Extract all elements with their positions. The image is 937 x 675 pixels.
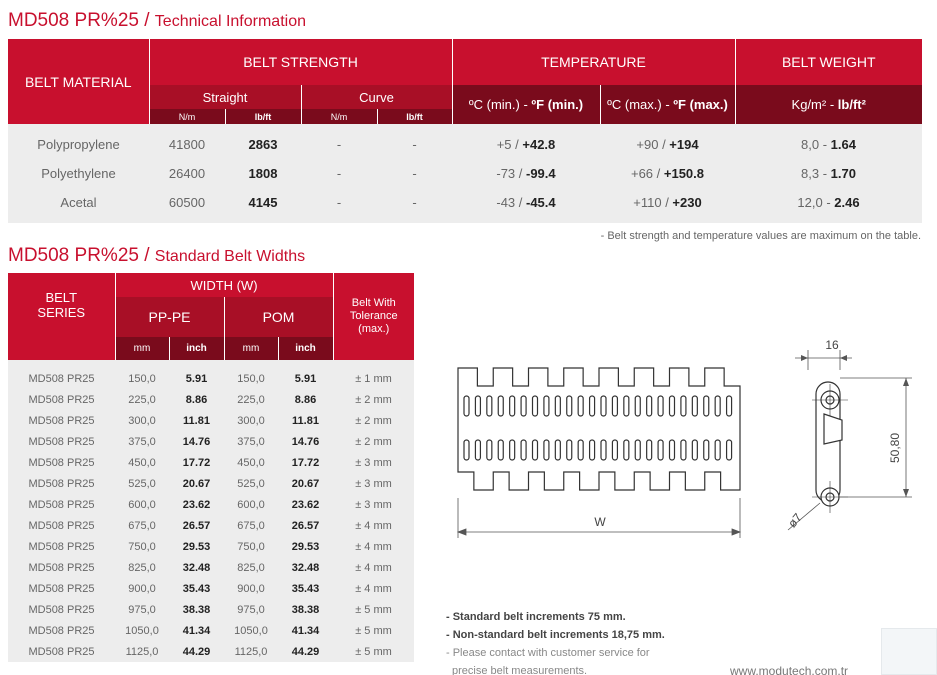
belt-slot bbox=[567, 440, 572, 460]
dim-phi7-label: ø7 bbox=[785, 510, 805, 531]
series-cell: MD508 PR25 bbox=[8, 578, 115, 599]
table-row bbox=[8, 188, 922, 217]
belt-slot bbox=[590, 440, 595, 460]
pp-mm-cell: 825,0 bbox=[115, 557, 169, 578]
tolerance-cell: ± 2 mm bbox=[333, 410, 414, 431]
pom-mm-cell: 825,0 bbox=[224, 557, 278, 578]
table-row bbox=[8, 368, 414, 389]
pp-inch-cell: 20.67 bbox=[169, 473, 224, 494]
pom-mm-cell: 225,0 bbox=[224, 389, 278, 410]
pom-mm-cell: 375,0 bbox=[224, 431, 278, 452]
spacer bbox=[8, 217, 922, 223]
pp-mm-cell: 1125,0 bbox=[115, 641, 169, 662]
belt-slot bbox=[544, 396, 549, 416]
belt-slot bbox=[578, 440, 583, 460]
strength-note: - Belt strength and temperature values are maximum on the table. bbox=[600, 230, 921, 242]
tolerance-cell: ± 4 mm bbox=[333, 515, 414, 536]
unit-pp-mm: mm bbox=[115, 337, 169, 360]
straight-nm-cell: 60500 bbox=[149, 188, 225, 217]
belt-top-view bbox=[458, 368, 740, 490]
header-pp-pe: PP-PE bbox=[115, 297, 224, 337]
pp-mm-cell: 525,0 bbox=[115, 473, 169, 494]
belt-slot bbox=[464, 396, 469, 416]
pom-mm-cell: 450,0 bbox=[224, 452, 278, 473]
belt-slot bbox=[692, 440, 697, 460]
header-width: WIDTH (W) bbox=[115, 273, 333, 297]
note-contact-line1: - Please contact with customer service for bbox=[446, 647, 650, 659]
belt-slot bbox=[567, 396, 572, 416]
spacer bbox=[8, 360, 414, 368]
note-nonstandard-increments: - Non-standard belt increments 18,75 mm. bbox=[446, 629, 665, 641]
straight-nm-cell: 26400 bbox=[149, 159, 225, 188]
header-curve: Curve bbox=[301, 85, 452, 109]
material-cell: Polyethylene bbox=[8, 159, 149, 188]
table-row bbox=[8, 641, 414, 662]
series-cell: MD508 PR25 bbox=[8, 557, 115, 578]
table-row bbox=[8, 536, 414, 557]
belt-slot bbox=[647, 396, 652, 416]
pp-mm-cell: 150,0 bbox=[115, 368, 169, 389]
belt-slot bbox=[624, 396, 629, 416]
pom-inch-cell: 35.43 bbox=[278, 578, 333, 599]
header-temp-max: ºC (max.) - ºF (max.) bbox=[600, 85, 735, 124]
pom-mm-cell: 750,0 bbox=[224, 536, 278, 557]
widths-title-main: MD508 PR%25 / bbox=[8, 245, 150, 266]
belt-slot bbox=[727, 396, 732, 416]
tech-title-sub: Technical Information bbox=[154, 13, 306, 30]
weight-cell: 8,3 - 1.70 bbox=[735, 159, 922, 188]
pp-mm-cell: 675,0 bbox=[115, 515, 169, 536]
pp-inch-cell: 17.72 bbox=[169, 452, 224, 473]
header-temperature: TEMPERATURE bbox=[452, 39, 735, 85]
straight-lbft-cell: 1808 bbox=[225, 159, 301, 188]
unit-curve-nm: N/m bbox=[301, 109, 377, 124]
pom-inch-cell: 23.62 bbox=[278, 494, 333, 515]
unit-straight-nm: N/m bbox=[149, 109, 225, 124]
temp-min-cell: +5 / +42.8 bbox=[452, 130, 600, 159]
pp-inch-cell: 11.81 bbox=[169, 410, 224, 431]
curve-lbft-cell: - bbox=[377, 159, 452, 188]
belt-slot bbox=[498, 396, 503, 416]
table-row bbox=[8, 431, 414, 452]
header-weight-units: Kg/m² - lb/ft² bbox=[735, 85, 922, 124]
belt-widths-table bbox=[8, 273, 414, 662]
belt-slot bbox=[715, 440, 720, 460]
belt-slot bbox=[658, 440, 663, 460]
series-cell: MD508 PR25 bbox=[8, 410, 115, 431]
belt-slot bbox=[692, 396, 697, 416]
pom-inch-cell: 8.86 bbox=[278, 389, 333, 410]
pom-inch-cell: 38.38 bbox=[278, 599, 333, 620]
widths-section-title bbox=[8, 245, 305, 267]
pom-inch-cell: 44.29 bbox=[278, 641, 333, 662]
table-row bbox=[8, 620, 414, 641]
belt-slot bbox=[555, 396, 560, 416]
header-series-blank bbox=[8, 337, 115, 360]
belt-slot bbox=[533, 440, 538, 460]
pp-mm-cell: 225,0 bbox=[115, 389, 169, 410]
belt-slot bbox=[670, 440, 675, 460]
pp-inch-cell: 14.76 bbox=[169, 431, 224, 452]
dim-16-label: 16 bbox=[825, 340, 839, 352]
unit-straight-lbft: lb/ft bbox=[225, 109, 301, 124]
table-row bbox=[8, 389, 414, 410]
curve-nm-cell: - bbox=[301, 130, 377, 159]
series-cell: MD508 PR25 bbox=[8, 494, 115, 515]
table-row bbox=[8, 410, 414, 431]
website-url: www.modutech.com.tr bbox=[730, 664, 849, 675]
table-row bbox=[8, 494, 414, 515]
pom-inch-cell: 11.81 bbox=[278, 410, 333, 431]
curve-lbft-cell: - bbox=[377, 130, 452, 159]
tolerance-cell: ± 4 mm bbox=[333, 557, 414, 578]
belt-slot bbox=[601, 440, 606, 460]
tolerance-cell: ± 2 mm bbox=[333, 389, 414, 410]
tolerance-cell: ± 3 mm bbox=[333, 452, 414, 473]
pp-inch-cell: 23.62 bbox=[169, 494, 224, 515]
pom-inch-cell: 14.76 bbox=[278, 431, 333, 452]
series-cell: MD508 PR25 bbox=[8, 620, 115, 641]
technical-info-table bbox=[8, 39, 922, 223]
tolerance-cell: ± 4 mm bbox=[333, 578, 414, 599]
pom-inch-cell: 26.57 bbox=[278, 515, 333, 536]
series-cell: MD508 PR25 bbox=[8, 536, 115, 557]
pp-inch-cell: 26.57 bbox=[169, 515, 224, 536]
pp-mm-cell: 900,0 bbox=[115, 578, 169, 599]
pom-mm-cell: 1050,0 bbox=[224, 620, 278, 641]
belt-slot bbox=[544, 440, 549, 460]
belt-slot bbox=[727, 440, 732, 460]
belt-slot bbox=[612, 396, 617, 416]
pp-inch-cell: 38.38 bbox=[169, 599, 224, 620]
note-contact-line2: precise belt measurements. bbox=[452, 665, 588, 675]
belt-slot bbox=[475, 440, 480, 460]
belt-slot bbox=[670, 396, 675, 416]
series-cell: MD508 PR25 bbox=[8, 389, 115, 410]
dim-5080-label: 50,80 bbox=[888, 432, 902, 464]
pom-mm-cell: 675,0 bbox=[224, 515, 278, 536]
pp-inch-cell: 32.48 bbox=[169, 557, 224, 578]
pom-inch-cell: 32.48 bbox=[278, 557, 333, 578]
pom-mm-cell: 900,0 bbox=[224, 578, 278, 599]
pom-inch-cell: 29.53 bbox=[278, 536, 333, 557]
pp-mm-cell: 1050,0 bbox=[115, 620, 169, 641]
pp-inch-cell: 41.34 bbox=[169, 620, 224, 641]
pp-inch-cell: 35.43 bbox=[169, 578, 224, 599]
pp-mm-cell: 975,0 bbox=[115, 599, 169, 620]
header-temp-min: ºC (min.) - ºF (min.) bbox=[452, 85, 600, 124]
header-tolerance: Belt With Tolerance (max.) bbox=[333, 273, 414, 360]
curve-nm-cell: - bbox=[301, 159, 377, 188]
pp-inch-cell: 5.91 bbox=[169, 368, 224, 389]
header-pom: POM bbox=[224, 297, 333, 337]
temp-min-cell: -73 / -99.4 bbox=[452, 159, 600, 188]
pp-inch-cell: 44.29 bbox=[169, 641, 224, 662]
temp-max-cell: +66 / +150.8 bbox=[600, 159, 735, 188]
belt-slot bbox=[635, 396, 640, 416]
tolerance-cell: ± 2 mm bbox=[333, 431, 414, 452]
belt-slot bbox=[704, 440, 709, 460]
belt-slot bbox=[510, 440, 515, 460]
table-row bbox=[8, 599, 414, 620]
belt-outline bbox=[458, 368, 740, 490]
belt-slot bbox=[487, 396, 492, 416]
belt-notes bbox=[446, 608, 665, 675]
series-cell: MD508 PR25 bbox=[8, 452, 115, 473]
belt-slot bbox=[555, 440, 560, 460]
tolerance-cell: ± 5 mm bbox=[333, 599, 414, 620]
pom-mm-cell: 600,0 bbox=[224, 494, 278, 515]
unit-curve-lbft: lb/ft bbox=[377, 109, 452, 124]
pp-mm-cell: 450,0 bbox=[115, 452, 169, 473]
belt-slot bbox=[681, 396, 686, 416]
table-row bbox=[8, 578, 414, 599]
belt-slot bbox=[658, 396, 663, 416]
table-row bbox=[8, 557, 414, 578]
corner-widget bbox=[881, 628, 937, 675]
pom-inch-cell: 5.91 bbox=[278, 368, 333, 389]
pom-mm-cell: 150,0 bbox=[224, 368, 278, 389]
tolerance-cell: ± 3 mm bbox=[333, 473, 414, 494]
table-row bbox=[8, 159, 922, 188]
header-straight: Straight bbox=[149, 85, 301, 109]
tech-title-main: MD508 PR%25 / bbox=[8, 10, 150, 31]
belt-slot bbox=[475, 396, 480, 416]
belt-slot bbox=[635, 440, 640, 460]
series-cell: MD508 PR25 bbox=[8, 473, 115, 494]
pom-mm-cell: 975,0 bbox=[224, 599, 278, 620]
pp-mm-cell: 750,0 bbox=[115, 536, 169, 557]
series-cell: MD508 PR25 bbox=[8, 368, 115, 389]
pp-mm-cell: 600,0 bbox=[115, 494, 169, 515]
belt-slot bbox=[578, 396, 583, 416]
table-row bbox=[8, 515, 414, 536]
curve-nm-cell: - bbox=[301, 188, 377, 217]
belt-slot bbox=[601, 396, 606, 416]
series-cell: MD508 PR25 bbox=[8, 641, 115, 662]
belt-slot bbox=[704, 396, 709, 416]
belt-slot bbox=[498, 440, 503, 460]
header-belt-weight: BELT WEIGHT bbox=[735, 39, 922, 85]
pom-mm-cell: 525,0 bbox=[224, 473, 278, 494]
belt-slot bbox=[681, 440, 686, 460]
table-row bbox=[8, 130, 922, 159]
header-belt-series: BELT SERIES bbox=[8, 273, 115, 337]
tolerance-cell: ± 4 mm bbox=[333, 536, 414, 557]
pom-mm-cell: 300,0 bbox=[224, 410, 278, 431]
unit-pom-mm: mm bbox=[224, 337, 278, 360]
belt-slot bbox=[521, 396, 526, 416]
pom-mm-cell: 1125,0 bbox=[224, 641, 278, 662]
table-row bbox=[8, 473, 414, 494]
belt-slot bbox=[624, 440, 629, 460]
belt-slot bbox=[521, 440, 526, 460]
belt-slot bbox=[715, 396, 720, 416]
belt-slot bbox=[647, 440, 652, 460]
width-label: W bbox=[594, 515, 606, 529]
header-belt-material: BELT MATERIAL bbox=[8, 39, 149, 124]
pp-inch-cell: 29.53 bbox=[169, 536, 224, 557]
pp-mm-cell: 375,0 bbox=[115, 431, 169, 452]
straight-nm-cell: 41800 bbox=[149, 130, 225, 159]
straight-lbft-cell: 2863 bbox=[225, 130, 301, 159]
straight-lbft-cell: 4145 bbox=[225, 188, 301, 217]
note-standard-increments: - Standard belt increments 75 mm. bbox=[446, 611, 626, 623]
belt-slot bbox=[533, 396, 538, 416]
curve-lbft-cell: - bbox=[377, 188, 452, 217]
belt-slot bbox=[464, 440, 469, 460]
widths-title-sub: Standard Belt Widths bbox=[154, 248, 306, 265]
pom-inch-cell: 20.67 bbox=[278, 473, 333, 494]
tolerance-cell: ± 5 mm bbox=[333, 620, 414, 641]
belt-slot bbox=[612, 440, 617, 460]
weight-cell: 12,0 - 2.46 bbox=[735, 188, 922, 217]
belt-slot bbox=[510, 396, 515, 416]
belt-slot bbox=[590, 396, 595, 416]
tolerance-cell: ± 3 mm bbox=[333, 494, 414, 515]
temp-min-cell: -43 / -45.4 bbox=[452, 188, 600, 217]
material-cell: Polypropylene bbox=[8, 130, 149, 159]
series-cell: MD508 PR25 bbox=[8, 599, 115, 620]
series-cell: MD508 PR25 bbox=[8, 431, 115, 452]
series-cell: MD508 PR25 bbox=[8, 515, 115, 536]
material-cell: Acetal bbox=[8, 188, 149, 217]
temp-max-cell: +90 / +194 bbox=[600, 130, 735, 159]
belt-diagram bbox=[440, 340, 915, 540]
pp-mm-cell: 300,0 bbox=[115, 410, 169, 431]
header-belt-strength: BELT STRENGTH bbox=[149, 39, 452, 85]
table-row bbox=[8, 452, 414, 473]
temp-max-cell: +110 / +230 bbox=[600, 188, 735, 217]
unit-pom-inch: inch bbox=[278, 337, 333, 360]
tolerance-cell: ± 5 mm bbox=[333, 641, 414, 662]
weight-cell: 8,0 - 1.64 bbox=[735, 130, 922, 159]
unit-pp-inch: inch bbox=[169, 337, 224, 360]
tolerance-cell: ± 1 mm bbox=[333, 368, 414, 389]
belt-slot bbox=[487, 440, 492, 460]
pom-inch-cell: 41.34 bbox=[278, 620, 333, 641]
pp-inch-cell: 8.86 bbox=[169, 389, 224, 410]
pom-inch-cell: 17.72 bbox=[278, 452, 333, 473]
tech-section-title bbox=[8, 10, 306, 32]
